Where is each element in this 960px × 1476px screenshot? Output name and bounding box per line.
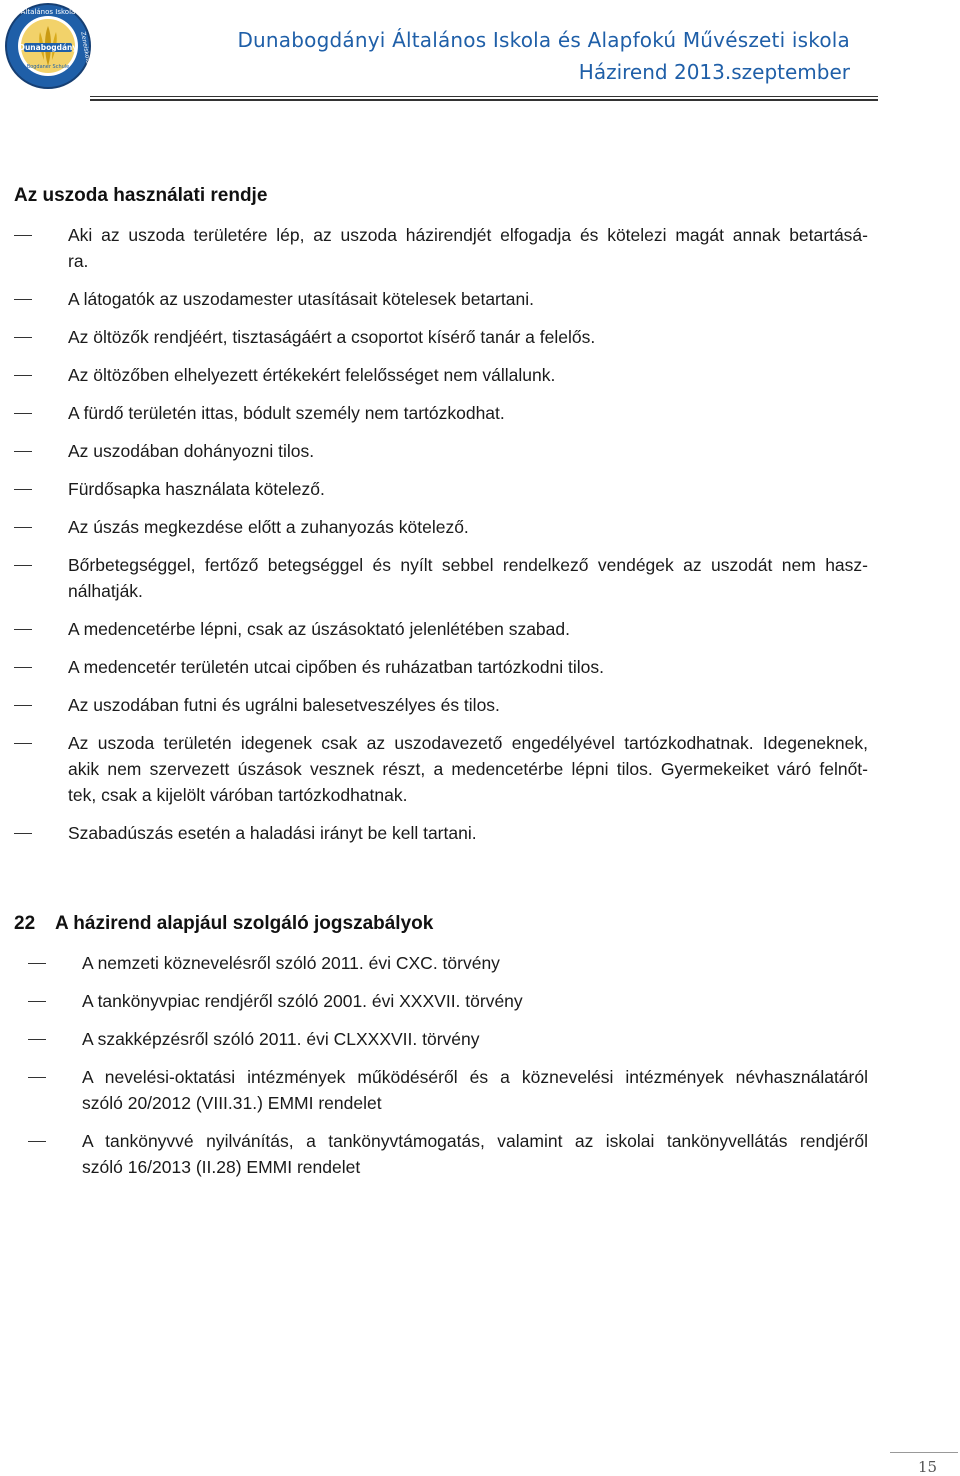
dash-bullet-icon — [14, 667, 32, 668]
dash-bullet-icon — [28, 963, 46, 964]
list-item-text: Az öltözőben elhelyezett értékekért felelősséget nem vállalunk. — [68, 365, 556, 385]
list-item-text: szóló 20/2012 (VIII.31.) EMMI rendelet — [82, 1093, 382, 1113]
dash-bullet-icon — [14, 705, 32, 706]
logo-name-text: Dunabogdány — [18, 43, 78, 52]
list-item-text: A tankönyvpiac rendjéről szóló 2001. évi XXXVII. törvény — [82, 991, 523, 1011]
dash-bullet-icon — [28, 1141, 46, 1142]
page-number-rule — [890, 1452, 958, 1453]
list-item-text: nálhatják. — [68, 581, 143, 601]
dash-bullet-icon — [14, 629, 32, 630]
list-item-text: A szakképzésről szóló 2011. évi CLXXXVII. törvény — [82, 1029, 480, 1049]
list-item-text: szóló 16/2013 (II.28) EMMI rendelet — [82, 1157, 361, 1177]
list-item-text: A nevelési-oktatási intézmények működéséről és a köznevelési intézmények névhasználatáról — [82, 1067, 868, 1087]
list-item-text: Az uszoda területén idegenek csak az uszodavezető engedélyével tartózkodhatnak. Idegeneknek, — [68, 733, 868, 753]
header-subtitle: Házirend 2013.szeptember — [578, 60, 850, 84]
list-item-text: A nemzeti köznevelésről szóló 2011. évi CXC. törvény — [82, 953, 500, 973]
list-item-text: A látogatók az uszodamester utasításait kötelesek betartani. — [68, 289, 534, 309]
list-item-text: tek, csak a kijelölt váróban tartózkodhatnak. — [68, 785, 408, 805]
section-heading-legal-basis: A házirend alapjául szolgáló jogszabályok — [55, 913, 434, 934]
dash-bullet-icon — [14, 375, 32, 376]
list-item-text: ra. — [68, 251, 89, 271]
dash-bullet-icon — [14, 337, 32, 338]
dash-bullet-icon — [14, 489, 32, 490]
dash-bullet-icon — [14, 451, 32, 452]
dash-bullet-icon — [14, 299, 32, 300]
section-heading-pool-rules: Az uszoda használati rendje — [14, 185, 268, 206]
list-item-text: Az úszás megkezdése előtt a zuhanyozás kötelező. — [68, 517, 469, 537]
dash-bullet-icon — [14, 565, 32, 566]
list-item-text: Szabadúszás esetén a haladási irányt be kell tartani. — [68, 823, 477, 843]
list-item-text: akik nem szervezett úszások vesznek részt, a medencetérbe lépni tilos. Gyermekeiket váró felnőt- — [68, 759, 868, 779]
header-rule-double — [90, 99, 878, 101]
list-item-text: A tankönyvvé nyilvánítás, a tankönyvtámogatás, valamint az iskolai tankönyvellátás rendjéről — [82, 1131, 868, 1151]
list-item-text: Az uszodában dohányozni tilos. — [68, 441, 315, 461]
dash-bullet-icon — [14, 235, 32, 236]
list-item-text: A medencetérbe lépni, csak az úszásoktató jelenlétében szabad. — [68, 619, 570, 639]
dash-bullet-icon — [14, 833, 32, 834]
list-item-text: A fürdő területén ittas, bódult személy nem tartózkodhat. — [68, 403, 505, 423]
list-item-text: Az öltözők rendjéért, tisztaságáért a csoportot kísérő tanár a felelős. — [68, 327, 596, 347]
dash-bullet-icon — [14, 743, 32, 744]
dash-bullet-icon — [28, 1001, 46, 1002]
logo-bottom-text: Bogdaner Schule — [26, 64, 70, 70]
list-item-text: Bőrbetegséggel, fertőző betegséggel és nyílt sebbel rendelkező vendégek az uszodát nem hasz- — [68, 555, 868, 575]
dash-bullet-icon — [28, 1039, 46, 1040]
header-rule — [90, 96, 878, 97]
logo-top-text: Általános Iskola — [20, 8, 76, 16]
dash-bullet-icon — [28, 1077, 46, 1078]
logo-right-text: Zeneiskola — [79, 31, 92, 65]
list-item-text: Aki az uszoda területére lép, az uszoda házirendjét elfogadja és kötelezi magát annak betartásá- — [68, 225, 868, 245]
list-item-text: Az uszodában futni és ugrálni balesetveszélyes és tilos. — [68, 695, 500, 715]
dash-bullet-icon — [14, 527, 32, 528]
header-title: Dunabogdányi Általános Iskola és Alapfokú Művészeti iskola — [237, 28, 850, 52]
school-logo — [4, 2, 92, 90]
list-item-text: Fürdősapka használata kötelező. — [68, 479, 325, 499]
dash-bullet-icon — [14, 413, 32, 414]
page-number: 15 — [918, 1458, 938, 1476]
section-number: 22 — [14, 913, 36, 934]
list-item-text: A medencetér területén utcai cipőben és ruházatban tartózkodni tilos. — [68, 657, 605, 677]
